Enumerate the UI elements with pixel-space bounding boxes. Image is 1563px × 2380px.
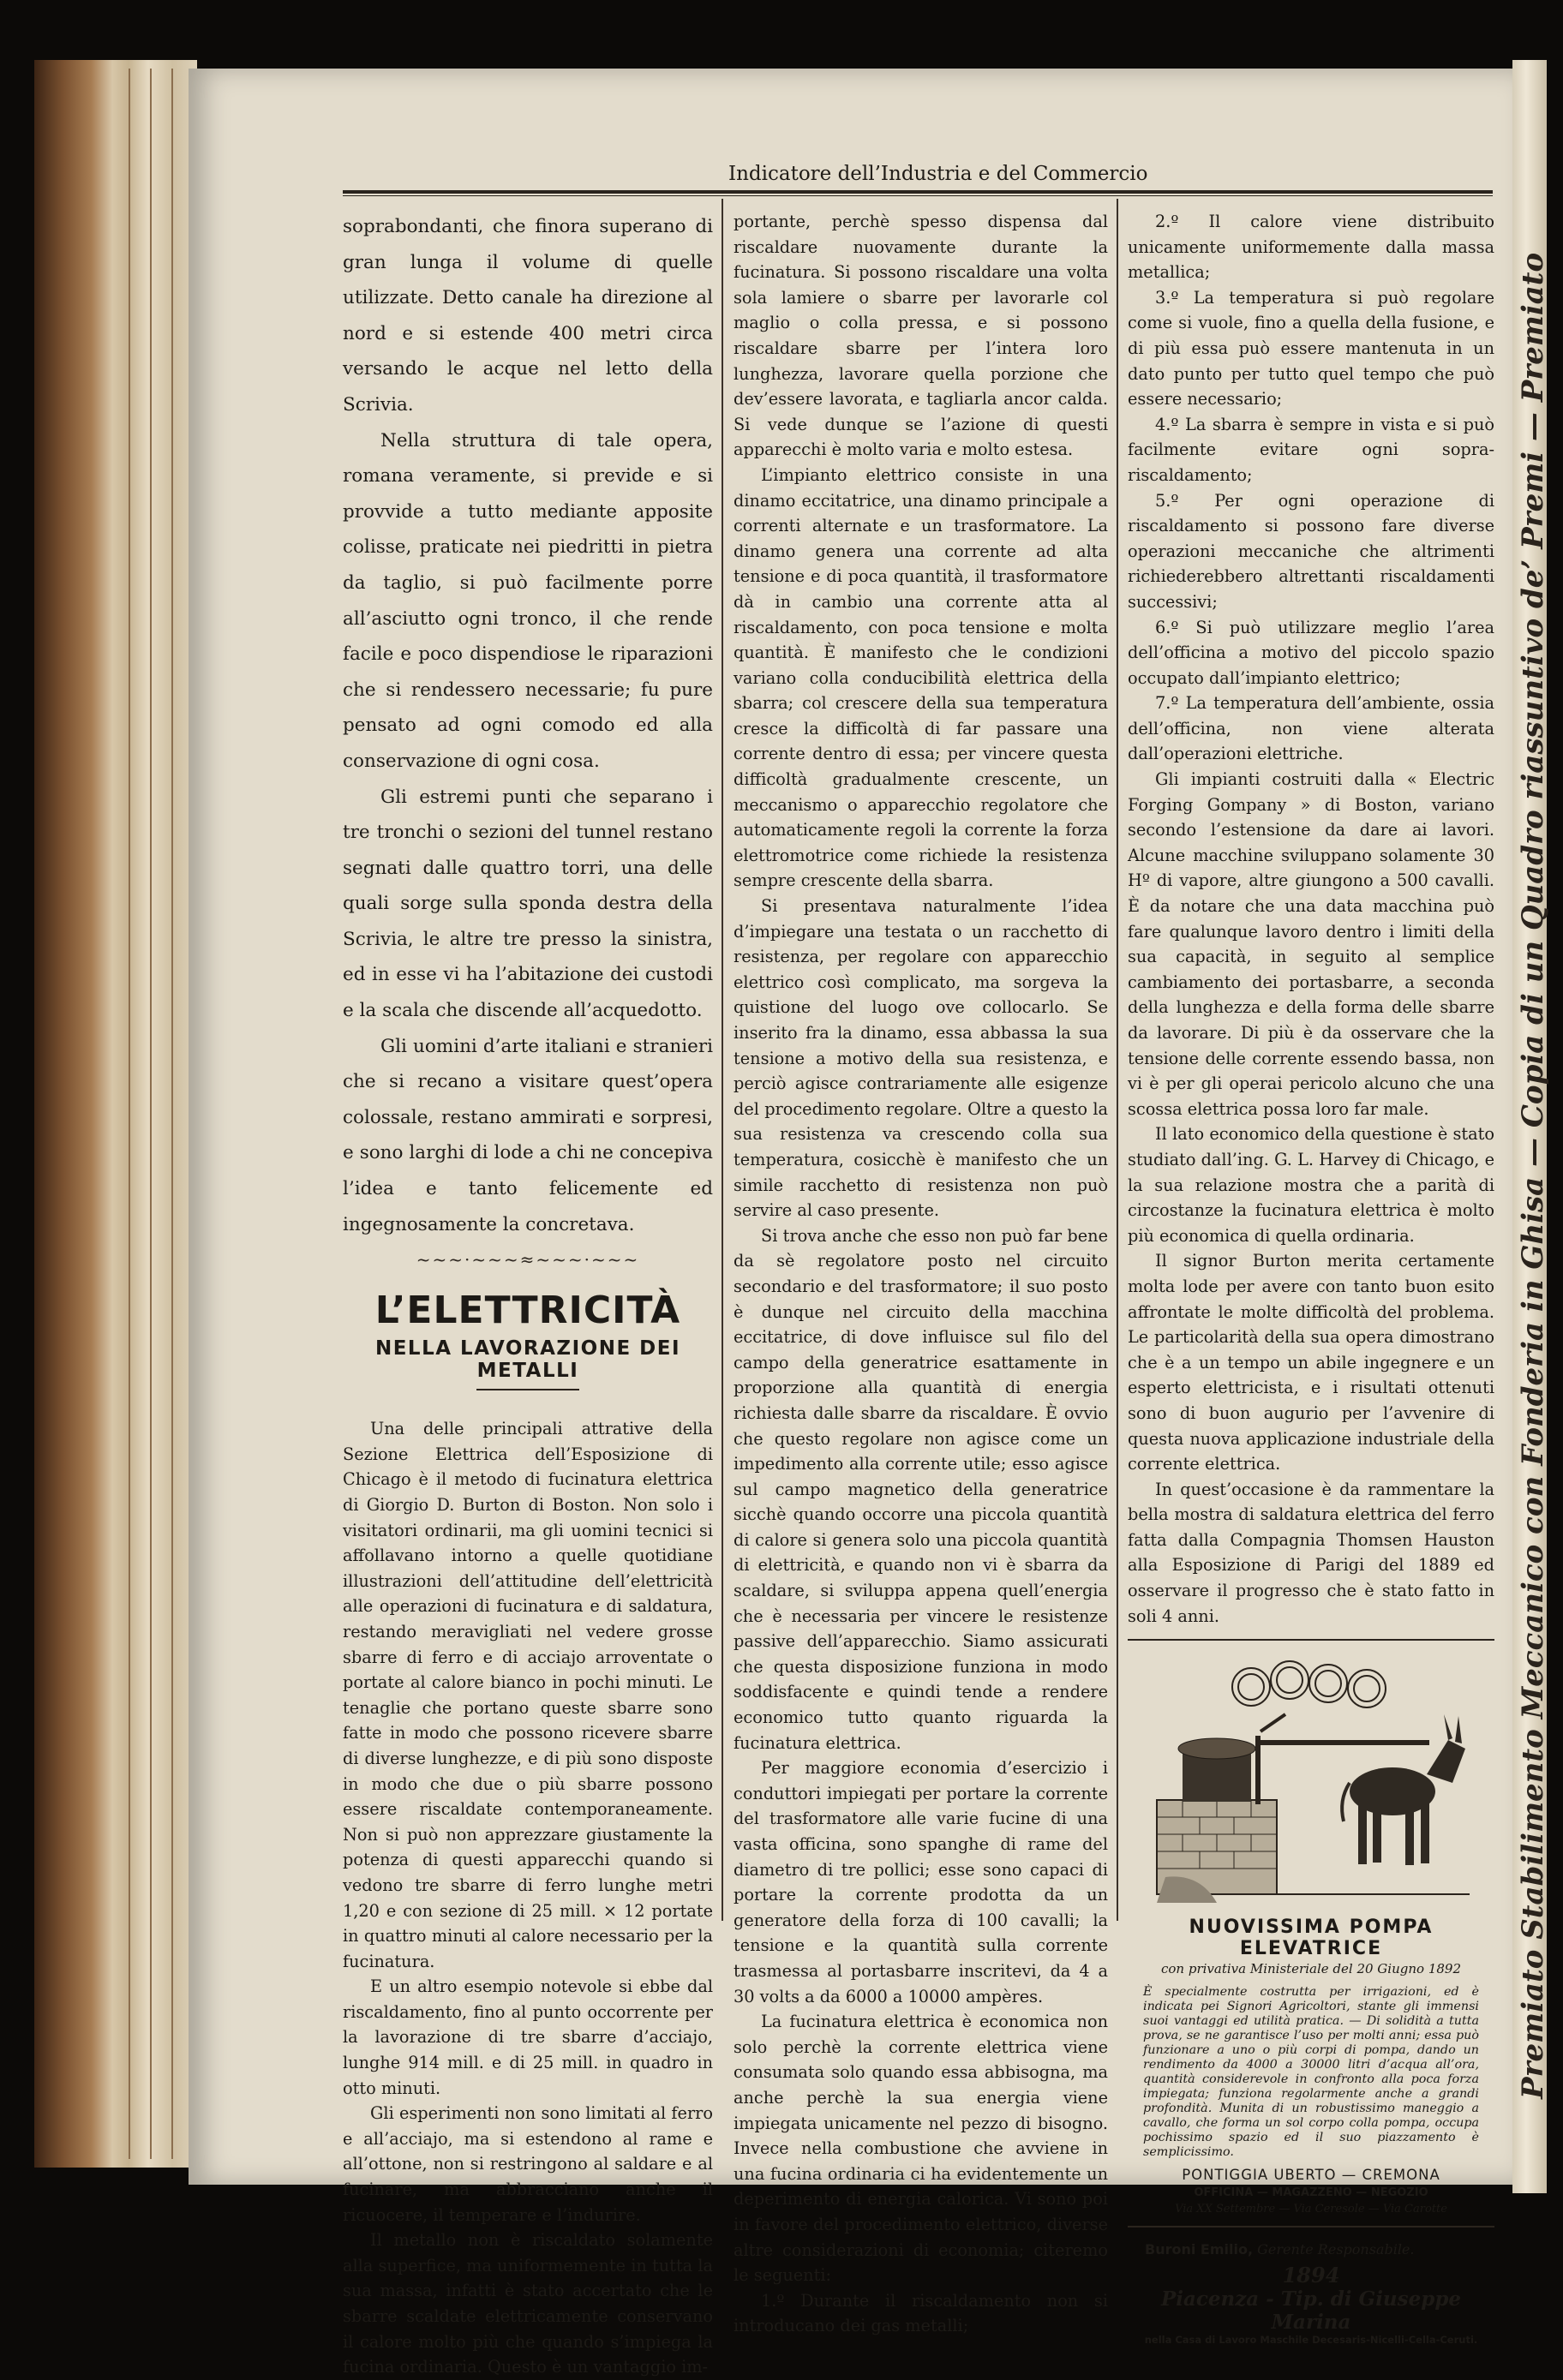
ad-title: NUOVISSIMA POMPA ELEVATRICE: [1189, 1917, 1434, 1960]
paragraph: Gli impianti costruiti dalla « Electric Forging Gompany » di Boston, variano secondo l’estensione da dare ai lavori. Alcune macchine sviluppano solamente 30 Hº di vapore, altre giungono a 500 cavalli. È da notare che una data macchina può fare qualunque lavoro dentro i limiti della sua capacità, in seguito al semplice cambiamento dei portasbarre, a seconda della lunghezza e della forma delle sbarre da lavorare. Di più è da osservare che la tensione delle corrente essendo bassa, non vi è per gli operai pericolo alcuno che una scossa elettrica possa loro far male.: [1128, 769, 1494, 1119]
column-divider: [1117, 199, 1118, 1921]
column-2: [734, 209, 1108, 2339]
paragraph: In quest’occasione è da rammentare la bella mostra di saldatura elettrica del ferro fatta dalla Compagnia Thomsen Hauston alla Esposizione di Parigi del 1889 ed osservare il progresso che è stato fatto in soli 4 anni.: [1128, 1479, 1494, 1626]
paragraph: La fucinatura elettrica è economica non solo perchè la corrente elettrica viene consumata solo quando essa abbisogna, ma anche perchè la sua energia viene impiegata unicamente nel pezzo di bisogno. Invece nella combustione che avviene in una fucina ordinaria ci ha evidentemente un deperimento di energia calorica. Vi sono poi in favore del procedimento elettrico, diverse altre considerazioni di economia; citeremo le seguenti:: [734, 2012, 1108, 2286]
signature: [1128, 2241, 1494, 2257]
paragraph: Si presentava naturalmente l’idea d’impiegare una testata o un racchetto di resistenza, per regolare con apparecchio elettrico così complicato, ma sorgeva la quistione del luogo ove collocarlo. Se inserito fra la dinamo, essa abbassa la sua tensione a motivo della sua resistenza, e perciò agisce contrariamente alle esigenze del procedimento regolare. Oltre a questo la sua resistenza va crescendo colla sua temperatura, cosicchè è manifesto che un simile racchetto di resistenza non può servire al caso presente.: [734, 896, 1108, 1221]
header-rule: [343, 190, 1493, 194]
section-rule: [1128, 1639, 1494, 1641]
paragraph: Una delle principali attrative della Sezione Elettrica dell’Esposizione di Chicago è il metodo di fucinatura elettrica di Giorgio D. Burton di Boston. Non solo i visitatori ordinarii, ma gli uomini tecnici si affollavano intorno a quelle quotidiane illustrazioni dell’attitudine dell’elettricità alle operazioni di fucinatura e di saldatura, restando meravigliati nel vedere grosse sbarre di ferro e di acciajo arroventate o portate al calore bianco in pochi minuti. Le tenaglie che portano queste sbarre sono fatte in modo che possono ricevere sbarre di diverse lunghezze, e di più sono disposte in modo che due o più sbarre possono essere riscaldate contemporaneamente. Non si può non apprezzare giustamente la potenza di questi apparecchi quando si vedono tre sbarre di ferro lunghe metri 1,20 e con sezione di 25 mill. × 12 portate in quattro minuti al calore necessario per la fucinatura.: [343, 1419, 713, 1971]
page-stack-line: [171, 69, 173, 2159]
imprint-year: 1894: [1282, 2263, 1340, 2288]
paragraph: Il metallo non è riscaldato solamente alla superfice, ma uniformemente in tutta la sua massa, infatti è stato accertato che le sbarre scaldate elettricamente conservano il calore molto più che quando s’impiega la fucina ordinaria. Questo è un vantaggio im-: [343, 2230, 713, 2377]
pump-illustration: [1148, 1654, 1474, 1911]
paragraph: Gli estremi punti che separano i tre tronchi o sezioni del tunnel restano segnati dalle quattro torri, una delle quali sorge sulla sponda destra della Scrivia, le altre tre presso la sinistra, ed in esse vi ha l’abitazione dei custodi e la scala che discende all’acquedotto.: [343, 786, 713, 1022]
article-subtitle: NELLA LAVORAZIONE DEI METALLI: [374, 1337, 681, 1383]
ad-body: È specialmente costrutta per irrigazioni, ed è indicata pei Signori Agricoltori, stante gli immensi suoi vantaggi ed utilità pratica. — Di solidità a tutta prova, se ne garantisce l’uso per molti anni; essa può funzionare a uno o più corpi di pompa, dando un rendimento da 4000 a 30000 litri d’acqua all’ora, quantità considerevole in confronto alla poca forza impiegata; funziona regolarmente anche a grandi profondità. Munita di un robustissimo maneggio a cavallo, che forma un sol corpo colla pompa, occupa pochissimo spazio ed il suo piazzamento è semplicissimo.: [1143, 1985, 1479, 2160]
imprint-printer: Piacenza - Tip. di Giuseppe Marina: [1160, 2287, 1462, 2335]
next-page-edge: [1512, 60, 1550, 2193]
paragraph: Il lato economico della questione è stato studiato dall’ing. G. L. Harvey di Chicago, e la sua relazione mostra che a parità di circostanze la fucinatura elettrica è molto più economica di quella ordinaria.: [1128, 1124, 1494, 1246]
column-3: [1128, 209, 1494, 2346]
ad-firm: PONTIGGIA UBERTO — CREMONA: [1182, 2167, 1440, 2184]
signature-role: Gerente Responsabile.: [1257, 2241, 1415, 2258]
paragraph: L’impianto elettrico consiste in una dinamo eccitatrice, una dinamo principale a correnti alternate e un trasformatore. La dinamo genera una corrente ad alta tensione e di poca quantità, il trasformatore dà in cambio una corrente atta al riscaldamento, con poca tensione e molta quantità. È manifesto che le condizioni variano colla conducibilità elettrica della sbarra; col crescere della sua temperatura cresce la difficoltà di far passare una corrente dentro di essa; per vincere questa difficoltà gradualmente crescente, un meccanismo o apparecchio regolatore che automaticamente regoli la corrente la forza elettromotrice come richiede la resistenza sempre crescente della sbarra.: [734, 464, 1108, 891]
paragraph: Il signor Burton merita certamente molta lode per avere con tanto buon esito affrontate le molte difficoltà del problema. Le particolarità della sua opera dimostrano che è a un tempo un abile ingegnere e un esperto elettricista, e i risultati ottenuti sono di buon augurio per l’avvenire di questa nuova applicazione industriale della corrente elettrica.: [1128, 1251, 1494, 1474]
ad-address: Via XX Settembre — Via Ceresole — Via Carotte: [1175, 2203, 1447, 2216]
running-head: Indicatore dell’Industria e del Commercio: [728, 163, 1148, 185]
ornament-divider: ~~~·~~~≈~~~·~~~: [416, 1249, 640, 1271]
paragraph: 3.º La temperatura si può regolare come si vuole, fino a quella della fusione, e di più essa può essere mantenuta in un dato punto per tutto quel tempo che può essere necessario;: [1128, 287, 1494, 410]
paragraph: 4.º La sbarra è sempre in vista e si può facilmente evitare ogni sopra-riscaldamento;: [1128, 414, 1494, 485]
paragraph: 6.º Si può utilizzare meglio l’area dell’officina a motivo del piccolo spazio occupato dall’impianto elettrico;: [1128, 617, 1494, 688]
paragraph: 5.º Per ogni operazione di riscaldamento si possono fare diverse operazioni meccaniche che altrimenti richiederebbero altrettanti riscaldamenti successivi;: [1128, 490, 1494, 612]
section-rule: [1128, 2226, 1494, 2228]
ad-subtitle: con privativa Ministeriale del 20 Giugno 1892: [1160, 1961, 1461, 1977]
page-stack-line: [150, 69, 152, 2159]
paragraph: Nella struttura di tale opera, romana veramente, si previde e si provvide a tutto mediante apposite colisse, praticate nei piedritti in pietra da taglio, si può facilmente porre all’asciutto ogni tronco, il che rende facile e poco dispendiose le riparazioni che si rendessero necessarie; fu pure pensato ad ogni comodo ed alla conservazione di ogni cosa.: [343, 429, 713, 772]
column-1: [343, 209, 713, 2380]
paragraph: 2.º Il calore viene distribuito unicamente uniformemente dalla massa metallica;: [1128, 212, 1494, 283]
paragraph: portante, perchè spesso dispensa dal riscaldare nuovamente durante la fucinatura. Si possono riscaldare una volta sola lamiere o sbarre per lavorarle col maglio o colla pressa, e si possono riscaldare sbarre per l’intera loro lunghezza, lavorare quella porzione che dev’essere lavorata, e tagliarla ancor calda. Si vede dunque se l’azione di questi apparecchi è molto varia e molto estesa.: [734, 212, 1108, 460]
paragraph: soprabondanti, che finora superano di gran lunga il volume di quelle utilizzate. Detto canale ha direzione al nord e si estende 400 metri circa versando le acque nel letto della Scrivia.: [343, 216, 713, 416]
paragraph: Per maggiore economia d’esercizio i conduttori impiegati per portare la corrente del trasformatore alle varie fucine di una vasta officina, sono spanghe di rame del diametro di tre pollici; esse sono capaci di portare la corrente prodotta da un generatore della forza di 100 cavalli; la tensione e la quantità sulla corrente trasmessa al portasbarre inscritevi, da 4 a 30 volts a da 6000 a 10000 ampères.: [734, 1758, 1108, 2006]
signature-name: Buroni Emilio,: [1145, 2241, 1254, 2258]
paragraph: Si trova anche che esso non può far bene da sè regolatore posto nel circuito secondario e del trasformatore; il suo posto è dunque nel circuito della macchina eccitatrice, di dove influisce sul filo del campo della generatrice esattamente in proporzione alla quantità di energia richiesta dalle sbarre da riscaldare. È ovvio che questo regolare non agisce come un impedimento alla corrente utile; esso agisce sul campo magnetico della generatrice sicchè quando occorre una piccola quantità di calore si genera solo una piccola quantità di elettricità, e quando non vi è sbarra da scaldare, si sviluppa appena quell’energia che è necessaria per vincere le resistenze passive dell’apparecchio. Siamo assicurati che questa disposizione funziona in modo soddisfacente e quindi tende a rendere economico tutto quanto riguarda la fucinatura elettrica.: [734, 1225, 1108, 1753]
imprint-location: nella Casa di Lavoro Maschile Decesaris-Nicelli-Cella-Ceruti.: [1144, 2334, 1478, 2347]
article-title: L’ELETTRICITÀ: [374, 1289, 681, 1333]
title-rule: [476, 1389, 579, 1390]
page-stack-line: [129, 69, 130, 2159]
paragraph: E un altro esempio notevole si ebbe dal riscaldamento, fino al punto occorrente per la lavorazione di tre sbarre d’acciajo, lunghe 914 mill. e di 25 mill. in quadro in otto minuti.: [343, 1976, 713, 2098]
column-divider: [722, 199, 723, 1921]
side-vertical-text: Premiato Stabilimento Meccanico con Fonderia in Ghisa — Copia di un Quadro riassuntivo de’ Premi — Premiato: [1516, 252, 1550, 2099]
ad-office: OFFICINA — MAGAZZENO — NEGOZIO: [1194, 2186, 1428, 2200]
paragraph: 7.º La temperatura dell’ambiente, ossia dell’officina, non viene alterata dall’operazioni elettriche.: [1128, 693, 1494, 764]
paragraph: Gli esperimenti non sono limitati al ferro e all’acciajo, ma si estendono al rame e all’ottone, non si restringono al saldare e al fucinare, ma abbracciano anche il ricuocere, il temperare e l’indurire.: [343, 2103, 713, 2225]
paragraph: Gli uomini d’arte italiani e stranieri che si recano a visitare quest’opera colossale, restano ammirati e sorpresi, e sono larghi di lode a chi ne concepiva l’idea e tanto felicemente ed ingegnosamente la concretava.: [343, 1035, 713, 1235]
pump-advertisement: [1128, 1654, 1494, 2216]
header-rule-thin: [343, 195, 1493, 196]
paragraph: 1.º Durante il riscaldamento non si introducano dei gas metalli;: [734, 2290, 1108, 2336]
